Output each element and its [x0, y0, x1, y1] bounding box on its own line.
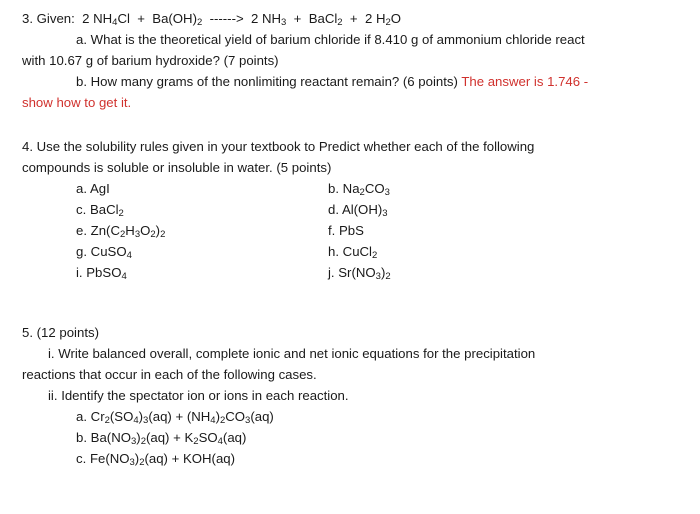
- q5-part-ii: ii. Identify the spectator ion or ions in each reaction.: [48, 388, 349, 403]
- q3-given-line: [22, 10, 401, 28]
- q3-part-a-line1: a. What is the theoretical yield of barium chloride if 8.410 g of ammonium chloride react: [76, 32, 585, 47]
- q4-item-c: c. BaCl$_2$: [76, 202, 124, 219]
- q4-item-e: e. $Zn(C_2H_3O_2)_2$: [76, 223, 166, 240]
- q4-item-h: h. CuCl$_2$: [328, 244, 378, 261]
- q3-part-a-line2: with 10.67 g of barium hydroxide? (7 points): [22, 53, 279, 68]
- q4-item-a: a. AgI: [76, 181, 110, 196]
- q5-part-i-line2: reactions that occur in each of the following cases.: [22, 367, 317, 382]
- q4-line1: 4. Use the solubility rules given in your textbook to Predict whether each of the following: [22, 139, 535, 154]
- q3-part-b-answer: The answer is 1.746 -: [461, 74, 589, 89]
- q3-part-b-question: b. How many grams of the nonlimiting reactant remain? (6 points): [76, 74, 458, 89]
- q4-item-i: i. PbSO$_4$: [76, 265, 127, 282]
- q3-equation: 2 $NH_4Cl + Ba(OH)_2$ ------> 2 $NH_3$ + BaCl$_2$ + 2 $H_2O$: [82, 11, 402, 28]
- q4-item-d: d. $Al(OH)_3$: [328, 202, 388, 219]
- q5-item-a: a. $Cr_2(SO_4)_3(aq) + (NH_4)_2CO_3(aq)$: [76, 409, 274, 426]
- q5-item-b: b. $Ba(NO_3)_2(aq) + K_2SO_4(aq)$: [76, 430, 247, 447]
- q5-part-i-line1: i. Write balanced overall, complete ionic and net ionic equations for the precipitation: [48, 346, 536, 361]
- q4-item-g: g. CuSO$_4$: [76, 244, 132, 261]
- q3-part-b-answer-cont: show how to get it.: [22, 95, 132, 110]
- q3-given-prefix: 3. Given:: [22, 11, 75, 26]
- q5-heading: 5. (12 points): [22, 325, 99, 340]
- q4-item-b: b. $Na_2CO_3$: [328, 181, 390, 198]
- q3-part-b-line: [76, 73, 588, 91]
- q4-item-j: j. $Sr(NO_3)_2$: [328, 265, 391, 282]
- q4-item-f: f. PbS: [328, 223, 364, 238]
- q5-item-c: c. $Fe(NO_3)_2(aq) + KOH(aq)$: [76, 451, 236, 468]
- q4-line2: compounds is soluble or insoluble in water. (5 points): [22, 160, 332, 175]
